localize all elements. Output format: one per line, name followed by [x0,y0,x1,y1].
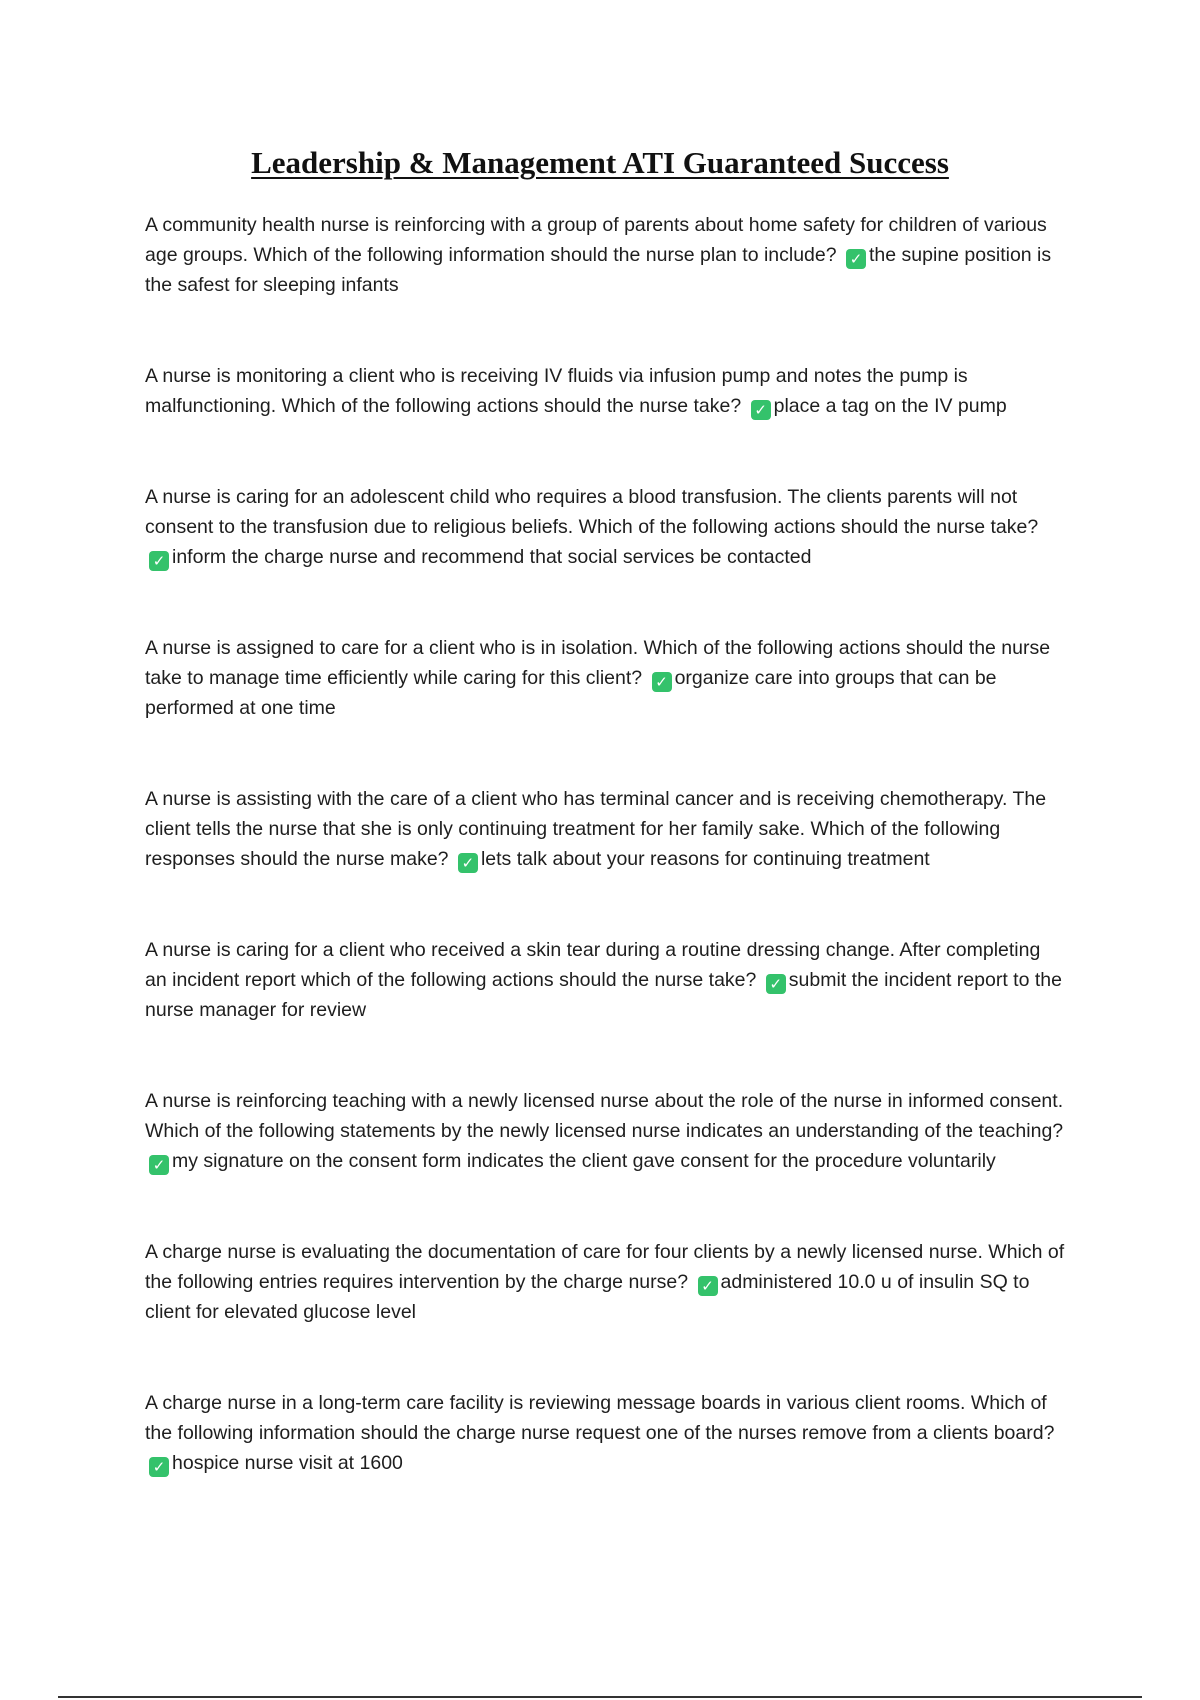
question-item [145,482,1065,572]
footer-divider [58,1696,1142,1698]
question-list [145,210,1065,1478]
question-text: A nurse is monitoring a client who is receiving IV fluids via infusion pump and notes the pump is malfunctioning. Which of the following actions should the nurse take? [145,365,968,417]
answer-text: place a tag on the IV pump [773,395,1007,417]
answer-text: submit the incident report to the nurse manager for review [145,969,1062,1021]
title-text: Leadership & Management ATI Guaranteed Success [251,145,949,180]
answer-text: my signature on the consent form indicates the client gave consent for the procedure voluntarily [172,1150,996,1172]
check-mark-icon: ✓ [149,1457,169,1477]
question-item [145,784,1065,874]
question-text: A community health nurse is reinforcing with a group of parents about home safety for children of various age groups. Which of the following information should the nurse plan to include? [145,214,1047,266]
check-mark-icon: ✓ [846,249,866,269]
question-text: A charge nurse is evaluating the documentation of care for four clients by a newly licensed nurse. Which of the following entries requires intervention by the charge nurse? [145,1241,1065,1293]
check-mark-icon: ✓ [149,1155,169,1175]
answer-text: hospice nurse visit at 1600 [172,1452,403,1474]
check-mark-icon: ✓ [149,551,169,571]
check-mark-icon: ✓ [698,1276,718,1296]
question-item [145,210,1065,300]
answer-text: lets talk about your reasons for continuing treatment [480,848,930,870]
check-mark-icon: ✓ [766,974,786,994]
question-text: A nurse is caring for a client who received a skin tear during a routine dressing change. After completing an incident report which of the following actions should the nurse take? [145,939,1041,991]
question-item [145,361,1065,421]
question-item [145,935,1065,1025]
check-mark-icon: ✓ [751,400,771,420]
check-mark-icon: ✓ [458,853,478,873]
document-title [0,143,1200,183]
question-text: A nurse is reinforcing teaching with a newly licensed nurse about the role of the nurse in informed consent. Which of the following statements by the newly licensed nurse indicates an understanding of the teaching? [145,1090,1064,1142]
answer-text: organize care into groups that can be performed at one time [145,667,997,719]
check-mark-icon: ✓ [652,672,672,692]
question-text: A charge nurse in a long-term care facility is reviewing message boards in various client rooms. Which of the following information should the charge nurse request one of the nurses remove from a clients board? [145,1392,1055,1444]
question-item [145,1237,1065,1327]
question-item [145,1388,1065,1478]
answer-text: inform the charge nurse and recommend that social services be contacted [172,546,812,568]
question-text: A nurse is assisting with the care of a client who has terminal cancer and is receiving chemotherapy. The client tells the nurse that she is only continuing treatment for her family sake. Which of the following responses should the nurse make? [145,788,1047,870]
question-item [145,1086,1065,1176]
answer-text: administered 10.0 u of insulin SQ to client for elevated glucose level [145,1271,1030,1323]
question-text: A nurse is caring for an adolescent child who requires a blood transfusion. The clients parents will not consent to the transfusion due to religious beliefs. Which of the following actions should the nurse take? [145,486,1039,538]
answer-text: the supine position is the safest for sleeping infants [145,244,1052,296]
question-item [145,633,1065,723]
question-text: A nurse is assigned to care for a client who is in isolation. Which of the following actions should the nurse take to manage time efficiently while caring for this client? [145,637,1051,689]
